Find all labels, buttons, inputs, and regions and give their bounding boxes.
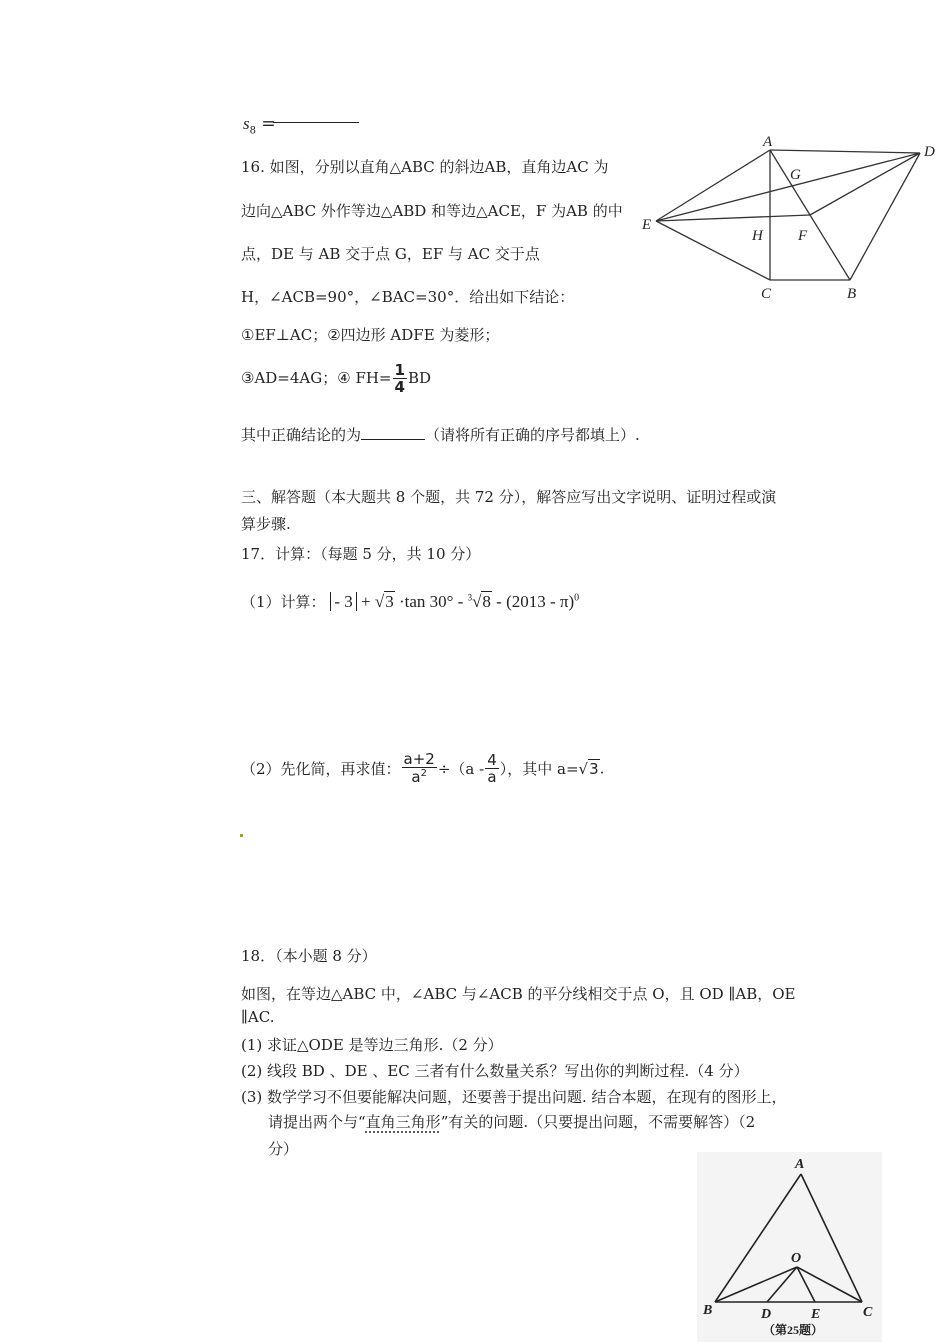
q16-line6-end: BD <box>407 369 432 387</box>
q17-p1-cbrt-radicand: 8 <box>482 592 491 611</box>
q16-line3: 点，DE 与 AB 交于点 G，EF 与 AC 交于点 <box>241 245 540 263</box>
q18-intro2: ∥AC. <box>241 1008 275 1026</box>
q16-label-H: H <box>752 228 763 244</box>
stray-mark <box>240 834 243 837</box>
q17-p1-label: （1）计算： <box>241 593 326 611</box>
q18-part3-line3: 分） <box>268 1140 299 1158</box>
q17-p2-label: （2）先化简，再求值： <box>241 760 401 778</box>
q18-label-B: B <box>703 1303 713 1318</box>
q18-figure-caption: （第25题） <box>763 1323 824 1337</box>
q16-seg-EA <box>656 150 770 221</box>
q17-p2-num: a+2 <box>403 750 435 768</box>
q18-p3-text-a: 请提出两个与“ <box>268 1113 366 1131</box>
q18-label-E: E <box>811 1307 821 1322</box>
q18-figure <box>697 1152 882 1342</box>
q17-p2-sqrt-radicand: 3 <box>589 759 599 778</box>
s8-equals: = <box>261 114 276 134</box>
q16-figure <box>630 130 950 310</box>
q16-frac-den: 4 <box>394 378 405 396</box>
q17-p1-cbrt: $^3$√8 <box>467 592 491 611</box>
q16-seg-AD <box>770 150 920 153</box>
q17-p1-sqrt-radicand: 3 <box>385 592 394 611</box>
q16-frac-num: 1 <box>394 361 405 379</box>
q17-p2-end: . <box>599 759 605 778</box>
q16-line7 <box>241 424 640 445</box>
q16-label-E: E <box>642 217 652 233</box>
q17-p2-fraction2 <box>485 750 499 786</box>
q16-line6-text: ③AD=4AG；④ FH= <box>241 369 392 387</box>
q18-part2: (2) 线段 BD 、DE 、EC 三者有什么数量关系？写出你的判断过程.（4 分） <box>241 1062 749 1080</box>
q17-p1-plus: + <box>361 592 371 611</box>
s8-symbol: s <box>243 114 250 133</box>
q17-p1-expression <box>330 592 579 611</box>
q17-p2-den2: a <box>487 767 497 786</box>
q16-line4: H，∠ACB=90°，∠BAC=30°．给出如下结论： <box>241 288 575 306</box>
q17-p2-den-exp: 2 <box>420 768 427 779</box>
q16-line5: ①EF⊥AC；②四边形 ADFE 为菱形； <box>241 326 500 344</box>
q17-p2-sqrt: √3 <box>578 759 599 778</box>
q18-figure-background <box>697 1152 882 1342</box>
q17-part1 <box>241 591 579 612</box>
q18-part3-line2 <box>268 1111 755 1132</box>
q18-label-A: A <box>795 1157 805 1172</box>
q17-title: 17．计算：（每题 5 分，共 10 分） <box>241 545 481 563</box>
q17-part2 <box>241 752 604 785</box>
q16-label-A: A <box>763 134 773 150</box>
q17-p1-tan: ·tan 30° - <box>398 592 464 611</box>
q16-line6 <box>241 363 431 395</box>
q17-p2-num2: 4 <box>487 750 497 769</box>
q17-p1-exponent: 0 <box>574 592 580 604</box>
q16-label-G: G <box>790 167 801 183</box>
q17-p2-den: a <box>411 768 421 786</box>
s8-answer-blank[interactable] <box>273 122 359 123</box>
q17-p1-abs: - 3 <box>330 592 356 611</box>
q16-label-D: D <box>924 144 935 160</box>
q18-part1: (1) 求证△ODE 是等边三角形.（2 分） <box>241 1036 503 1054</box>
s8-subscript: 8 <box>249 125 256 137</box>
q18-label-C: C <box>863 1305 873 1320</box>
q17-p2-fraction <box>402 752 437 785</box>
q18-title: 18．（本小题 8 分） <box>241 947 377 965</box>
q16-line2: 边向△ABC 外作等边△ABD 和等边△ACE，F 为AB 的中 <box>241 202 623 220</box>
q18-part3-line1: (3) 数学学习不但要能解决问题，还要善于提出问题. 结合本题，在现有的图形上， <box>241 1088 787 1106</box>
q18-p3-text-c: ”有关的问题.（只要提出问题，不需要解答）（2 <box>440 1113 756 1131</box>
q17-p2-den-wrap <box>402 768 437 785</box>
q16-fraction <box>393 363 407 395</box>
q16-label-F: F <box>798 228 808 244</box>
q16-line1: 16. 如图，分别以直角△ABC 的斜边AB，直角边AC 为 <box>241 158 609 176</box>
q17-p1-rest: - (2013 - π) <box>496 592 575 611</box>
q16-line7-text: 其中正确结论的为 <box>241 426 362 444</box>
q18-intro1: 如图，在等边△ABC 中，∠ABC 与∠ACB 的平分线相交于点 O，且 OD ∥AB，OE <box>241 985 796 1003</box>
q17-p1-cbrt-index: 3 <box>467 592 473 603</box>
q16-label-C: C <box>761 286 772 302</box>
q16-answer-blank[interactable] <box>361 426 425 440</box>
section3-line1: 三、解答题（本大题共 8 个题，共 72 分），解答应写出文字说明、证明过程或演 <box>241 488 777 506</box>
q17-p2-div: ÷（a - <box>437 760 485 778</box>
q18-label-O: O <box>791 1251 802 1266</box>
q16-seg-ED <box>656 153 920 221</box>
q16-seg-EF <box>656 215 810 221</box>
q17-p1-sqrt: √3 <box>374 592 394 611</box>
q18-label-D: D <box>761 1307 772 1322</box>
s8-formula <box>243 114 276 136</box>
q17-p2-close: ），其中 a= <box>499 760 579 778</box>
q18-p3-emphasis: 直角三角形 <box>365 1113 441 1131</box>
q16-label-B: B <box>847 286 857 302</box>
q16-line7-end: （请将所有正确的序号都填上）. <box>425 426 640 444</box>
section3-line2: 算步骤. <box>241 515 291 533</box>
